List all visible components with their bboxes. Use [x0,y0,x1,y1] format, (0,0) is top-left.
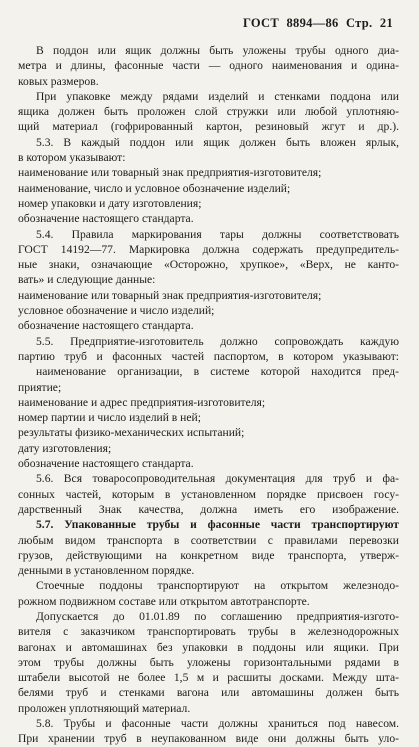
text-line: наименование или товарный знак предприятия-изготовителя; [18,288,322,302]
text-line: При хранении труб в неупакованном виде они должны быть уло- [18,732,399,746]
text-line: В поддон или ящик должны быть уложены трубы одного диа- [36,44,399,57]
text-line: денными в установленном порядке. [18,564,195,578]
text-line: вать» и следующие данные: [18,273,156,287]
text-line: ящика должен быть проложен слой стружки или любой уплотняю- [18,105,399,119]
text-line: ковых размеров. [18,74,99,88]
text-line: обозначение настоящего стандарта. [18,457,194,471]
page-header [239,16,393,31]
text-line: номер партии и число изделий в ней; [18,411,201,425]
text-line: 5.7. Упакованные трубы и фасонные части транспортируют [36,518,399,532]
text-line: наименование организации, в системе которой находится пред- [36,365,399,379]
text-line: грузов, действующими на конкретном виде транспорта, утверж- [18,548,399,562]
page-number: 21 [379,16,393,30]
text-line: Стоечные поддоны транспортируют на открытом железнодо- [36,579,399,593]
text-line: дарственный Знак качества, должна иметь его изображение. [18,502,399,516]
text-line: 5.3. В каждый поддон или ящик должен быть вложен ярлык, [36,135,399,149]
text-line: метра и длины, фасонные части — одного наименования и одина- [18,59,399,73]
text-line: вителя с заказчиком транспортировать трубы в железнодорожных [18,625,399,639]
text-line: результаты физико-механических испытаний; [18,426,245,440]
text-line: приятие; [18,380,62,394]
text-line: любым видом транспорта в соответствии с правилами перевозки [18,533,399,547]
text-line: сонных частей, которым в установленном порядке присвоен госу- [18,487,399,501]
text-line: в котором указывают: [18,151,126,165]
text-line: ные знаки, означающие «Осторожно, хрупкое», «Верх, не канто- [18,258,399,272]
text-line: этом трубы должны быть уложены горизонтальными рядами в [18,655,399,669]
text-line: штабели высотой не более 1,5 м и расшиты досками. Между шта- [18,671,399,685]
text-line: проложен уплотняющий материал. [18,701,191,715]
text-line: номер упаковки и дату изготовления; [18,196,202,210]
gost-number: 8894—86 [286,16,339,30]
text-line: Допускается до 01.01.89 по соглашению предприятия-изгото- [36,609,399,623]
text-line: рожном подвижном составе или открытом автотранспорте. [18,594,310,608]
text-line: ГОСТ 14192—77. Маркировка должна содержать предупредитель- [18,242,399,256]
text-line: 5.5. Предприятие-изготовитель должно сопровождать каждую [36,334,399,348]
text-line: обозначение настоящего стандарта. [18,212,194,226]
text-line: 5.4. Правила маркирования тары должны соответствовать [36,227,399,241]
body-text [18,43,399,747]
text-line: щий материал (гофрированный картон, резиновый жгут и др.). [18,120,399,134]
text-line: 5.6. Вся товаросопроводительная документация для труб и фа- [36,472,399,486]
text-line: дату изготовления; [18,441,112,455]
text-line: белями труб и стенками вагона или автомашины должен быть [18,686,399,700]
text-line: наименование и адрес предприятия-изготовителя; [18,395,266,409]
text-line: обозначение настоящего стандарта. [18,319,194,333]
text-line: 5.8. Трубы и фасонные части должны храниться под навесом. [36,717,399,731]
text-line: партию труб и фасонных частей паспортом, в котором указывают: [18,349,399,363]
text-line: условное обозначение и число изделий; [18,304,215,318]
text-line: наименование или товарный знак предприятия-изготовителя; [18,166,322,180]
text-line: вагонах и автомашинах без упаковки в поддоны или ящики. При [18,640,399,654]
gost-label: ГОСТ [242,16,280,30]
page-label: Стр. [346,16,373,30]
text-line: При упаковке между рядами изделий и стенками поддона или [36,89,399,103]
text-line: наименование, число и условное обозначение изделий; [18,181,291,195]
